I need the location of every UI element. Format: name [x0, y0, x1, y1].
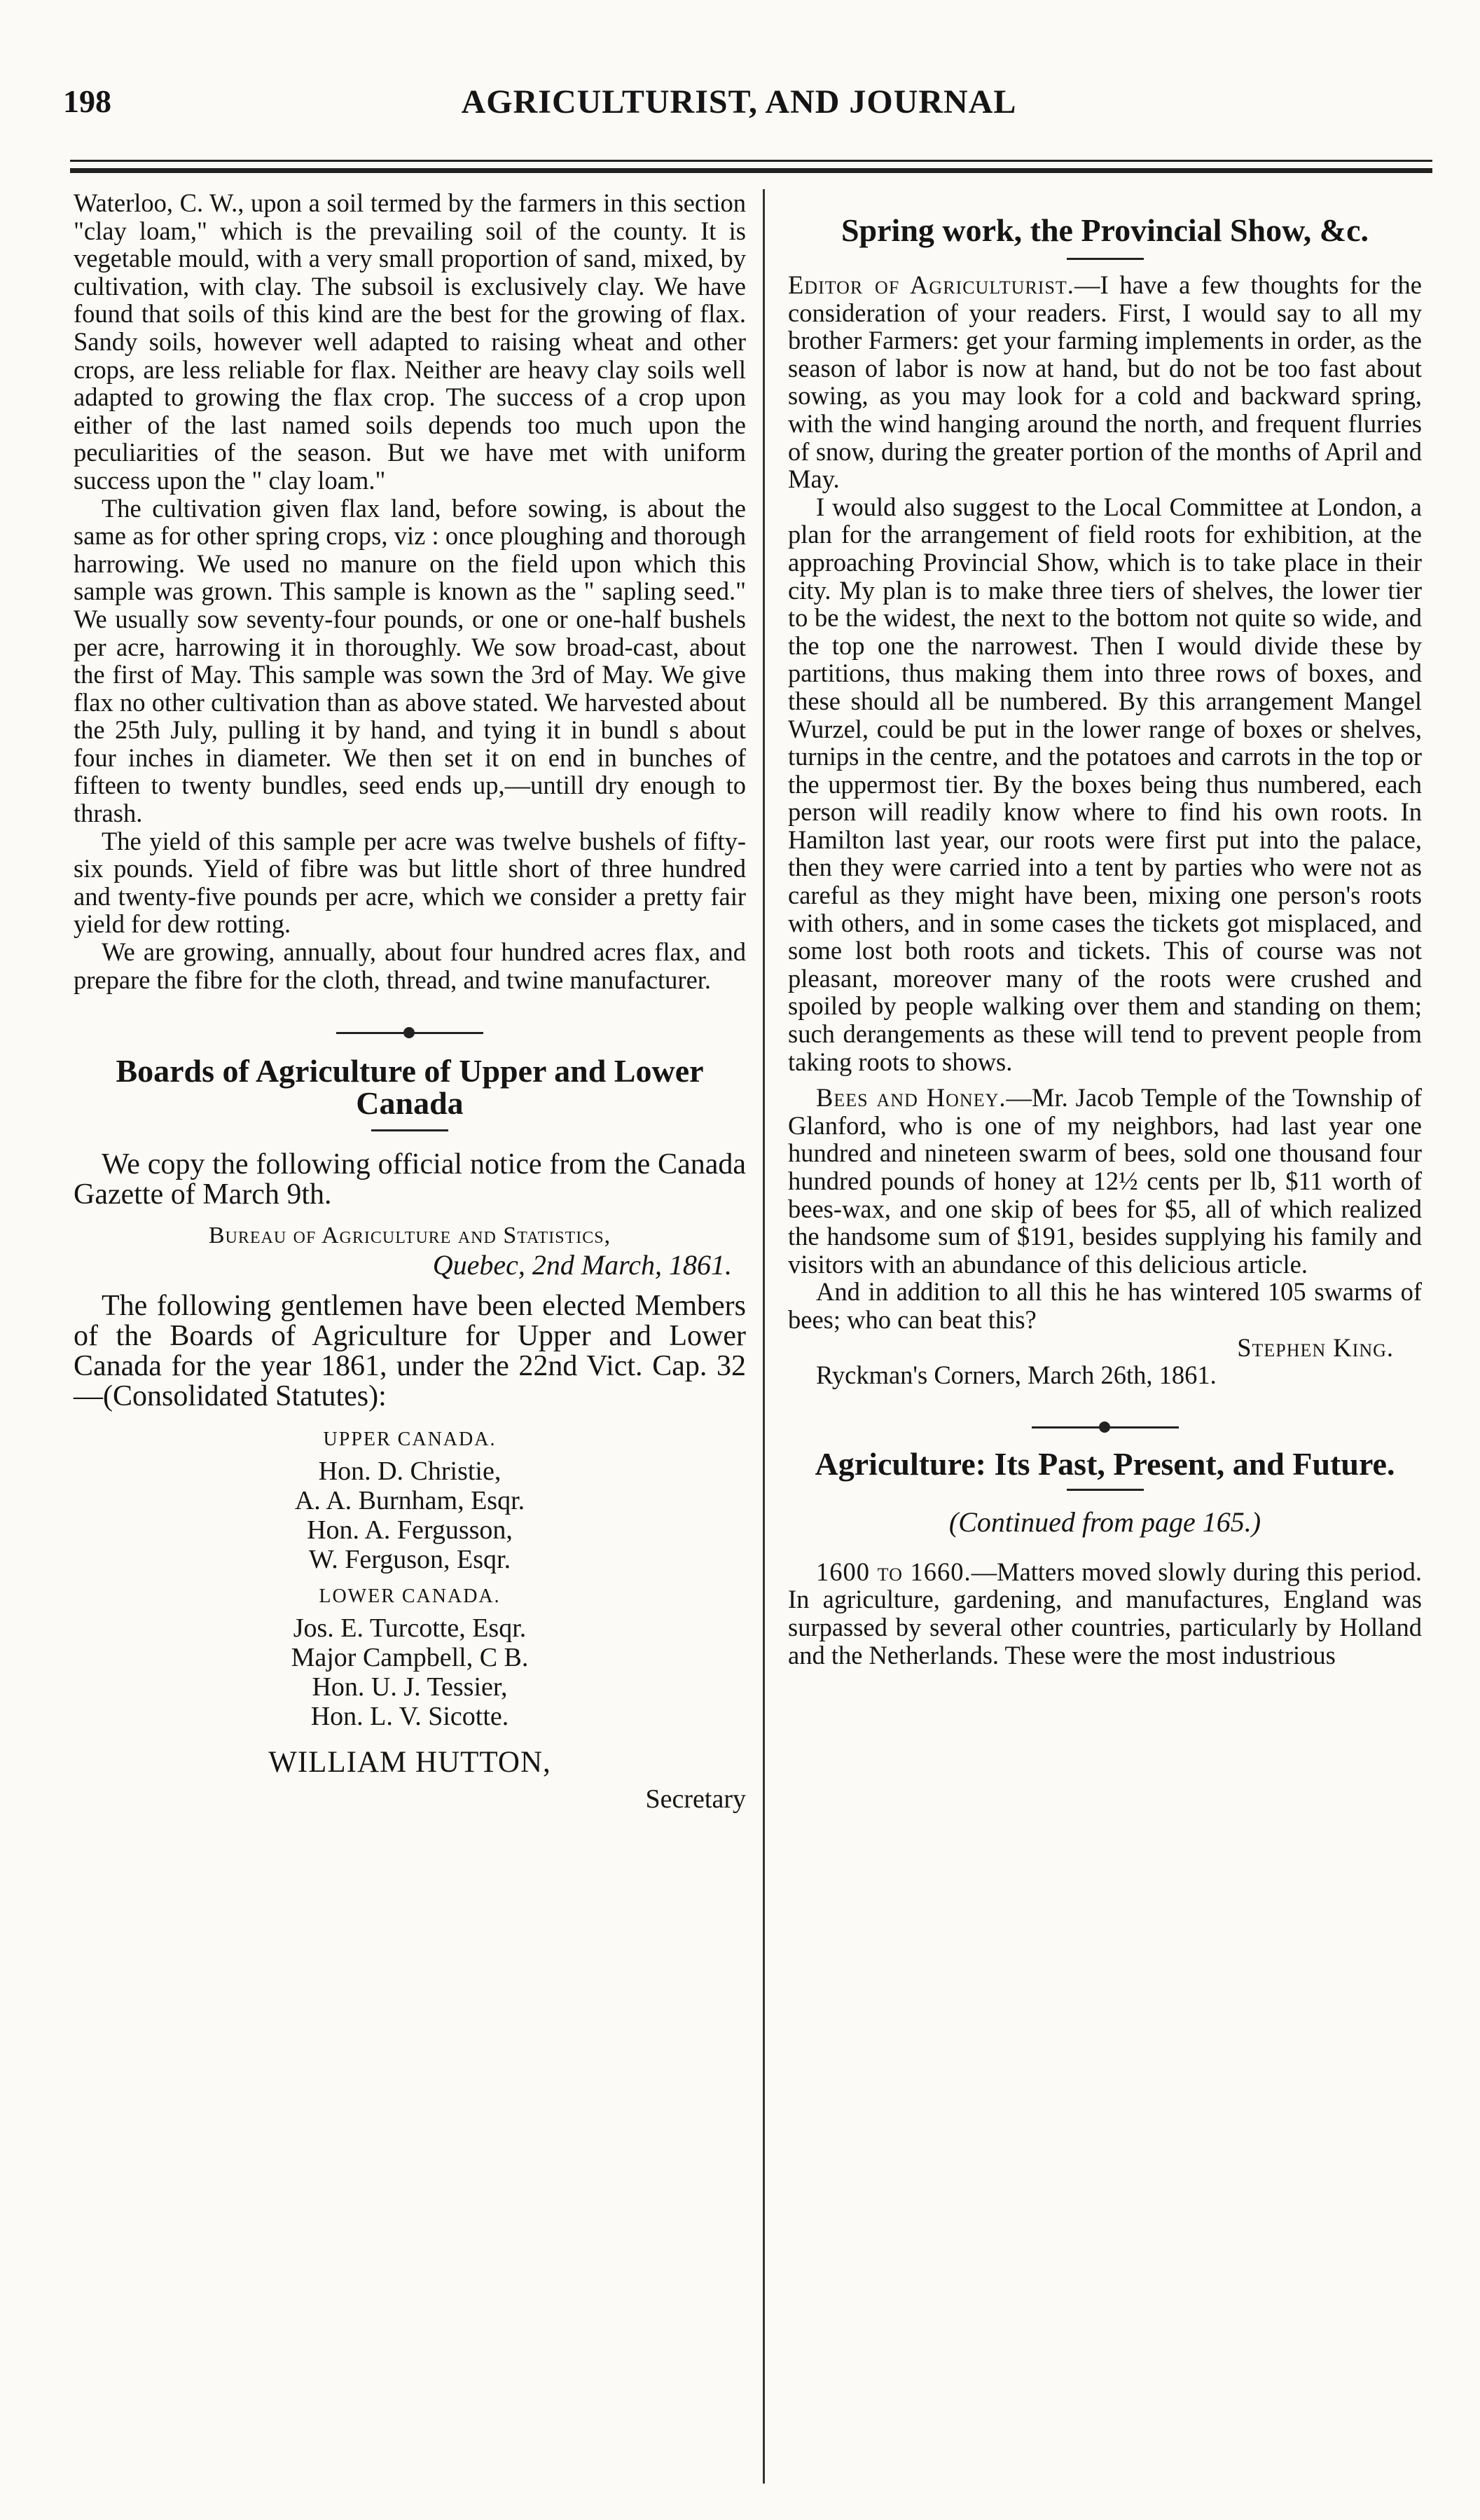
member-name: Hon. A. Fergusson, [307, 1515, 513, 1545]
signatory-title: Secretary [645, 1784, 746, 1815]
member-name: Jos. E. Turcotte, Esqr. [293, 1613, 527, 1644]
header-rule-thick [70, 168, 1432, 173]
bureau-line: Bureau of Agriculture and Statistics, [208, 1223, 611, 1249]
bees-lead: Bees and Honey. [816, 1083, 1007, 1113]
column-divider [763, 189, 765, 2484]
upper-canada-label: UPPER CANADA. [323, 1428, 497, 1451]
boards-intro: We copy the following official notice from the Canada Gazette of March 9th. [74, 1148, 746, 1211]
boards-notice: The following gentlemen have been elected Members of the Boards of Agriculture for Upper and Lower Canada for the year 1861, under the 22nd Vict. Cap. 32—(Consolidated Statutes): [74, 1290, 746, 1413]
spring-paragraph-2: I would also suggest to the Local Committee at London, a plan for the arrangement of field roots for exhibition, at the approaching Provincial Show, which is to take place in their city. My plan is to make three tiers of shelves, the lower tier to be the widest, the next to the bottom not quite so wide, and the top one the narrowest. Then I would divide these by partitions, thus making them into three rows of boxes, and these should all be numbered. By this arrangement Mangel Wurzel, could be put in the lower range of boxes or shelves, turnips in the centre, and the potatoes and carrots in the top or the uppermost tier. By the boxes being thus numbered, each person will readily know where to find his own roots. In Hamilton last year, our roots were first put into the palace, then they were carried into a tent by parties who were not as careful as they might have been, mixing one person's roots with others, and in some cases the tickets got misplaced, and some lost both roots and tickets. This of course was not pleasant, moreover many of the roots were crushed and spoiled by people walking over them and standing on them; such derangements as these will tend to prevent people from taking roots to shows. [788, 492, 1422, 1076]
spring-text: —I have a few thoughts for the consideration of your readers. First, I would say to all my brother Farmers: get your farming implements in order, as the season of labor is now at hand, but do not be too fast about sowing, as you may look for a cold and backward spring, with the wind hanging around the north, and frequent flurries of snow, during the greater portion of the months of April and May. [788, 270, 1423, 494]
spring-paragraph-1 [788, 271, 1422, 493]
bureau-date: Quebec, 2nd March, 1861. [432, 1249, 732, 1281]
ornamental-divider [1032, 1420, 1179, 1434]
boards-heading: Boards of Agriculture of Upper and Lower Canada [116, 1053, 704, 1122]
member-name: Hon. D. Christie, [318, 1457, 502, 1487]
lower-canada-label: LOWER CANADA. [319, 1585, 501, 1608]
member-name: Major Campbell, C B. [291, 1643, 529, 1673]
running-title: AGRICULTURIST, AND JOURNAL [461, 83, 1017, 121]
member-name: Hon. U. J. Tessier, [312, 1672, 508, 1702]
member-name: W. Ferguson, Esqr. [308, 1545, 511, 1575]
member-name: Hon. L. V. Sicotte. [310, 1702, 509, 1732]
right-column [788, 189, 1422, 1669]
flax-paragraph: Waterloo, C. W., upon a soil termed by the farmers in this section "clay loam," which is the prevailing soil of the county. It is vegetable mould, with a very small proportion of sand, mixed, by cultivation, with clay. The subsoil is exclusively clay. We have found that soils of this kind are the best for the growing of flax. Sandy soils, however well adapted to raising wheat and other crops, are less reliable for flax. Neither are heavy clay soils well adapted to growing the flax crop. The success of a crop upon either of the last named soils depends too much upon the peculiarities of the season. But we have met with uniform success upon the " clay loam." [74, 188, 746, 495]
bees-paragraph [788, 1084, 1422, 1278]
spring-lead: Editor of Agriculturist. [788, 270, 1074, 299]
spring-heading: Spring work, the Provincial Show, &c. [841, 212, 1369, 248]
agriculture-lead: 1600 to 1660. [816, 1557, 971, 1586]
left-column [74, 189, 746, 1814]
flax-paragraph: The yield of this sample per acre was twelve bushels of fifty-six pounds. Yield of fibre was but little short of three hundred and twenty-five pounds per acre, which we consider a pretty fair yield for dew rotting. [74, 826, 746, 939]
flax-paragraph: The cultivation given flax land, before sowing, is about the same as for other spring crops, viz : once ploughing and thorough harrowing. We used no manure on the field upon which this sample was grown. This sample is known as the " sapling seed." We usually sow seventy-four pounds, or one or one-half bushels per acre, harrowing it in thoroughly. We sow broad-cast, about the first of May. This sample was sown the 3rd of May. We give flax no other cultivation than as above stated. We harvested about the 25th July, pulling it by hand, and tying it in bundl s about four inches in diameter. We then set it on end in bunches of fifteen to twenty bundles, seed ends up,—untill dry enough to thrash. [74, 493, 746, 828]
member-name: A. A. Burnham, Esqr. [294, 1486, 525, 1516]
header-rule-thin [70, 160, 1432, 162]
bees-text: —Mr. Jacob Temple of the Township of Glanford, who is one of my neighbors, had last year one hundred and nineteen swarm of bees, sold one thousand four hundred pounds of honey at 12½ cents per lb, $11 worth of bees-wax, and one skip of bees for $5, all of which realized the handsome sum of $191, besides supplying his family and visitors with an abundance of this delicious article. [788, 1083, 1422, 1279]
agriculture-text: —Matters moved slowly during this period. In agriculture, gardening, and manufactures, England was surpassed by several other countries, particularly by Holland and the Netherlands. These were the most industrious [788, 1557, 1422, 1669]
agriculture-paragraph [788, 1558, 1422, 1669]
bees-signature: Stephen King. [1237, 1333, 1394, 1362]
ornamental-divider [336, 1026, 483, 1040]
agriculture-heading: Agriculture: Its Past, Present, and Future. [815, 1445, 1395, 1482]
continued-note: (Continued from page 165.) [948, 1506, 1261, 1538]
bees-paragraph-2: And in addition to all this he has wintered 105 swarms of bees; who can beat this? [788, 1277, 1422, 1334]
flax-paragraph: We are growing, annually, about four hundred acres flax, and prepare the fibre for the cloth, thread, and twine manufacturer. [74, 937, 746, 994]
page-number: 198 [63, 83, 111, 119]
signatory: WILLIAM HUTTON, [268, 1746, 551, 1779]
page-header [63, 83, 1415, 132]
bees-place-date: Ryckman's Corners, March 26th, 1861. [816, 1361, 1217, 1390]
